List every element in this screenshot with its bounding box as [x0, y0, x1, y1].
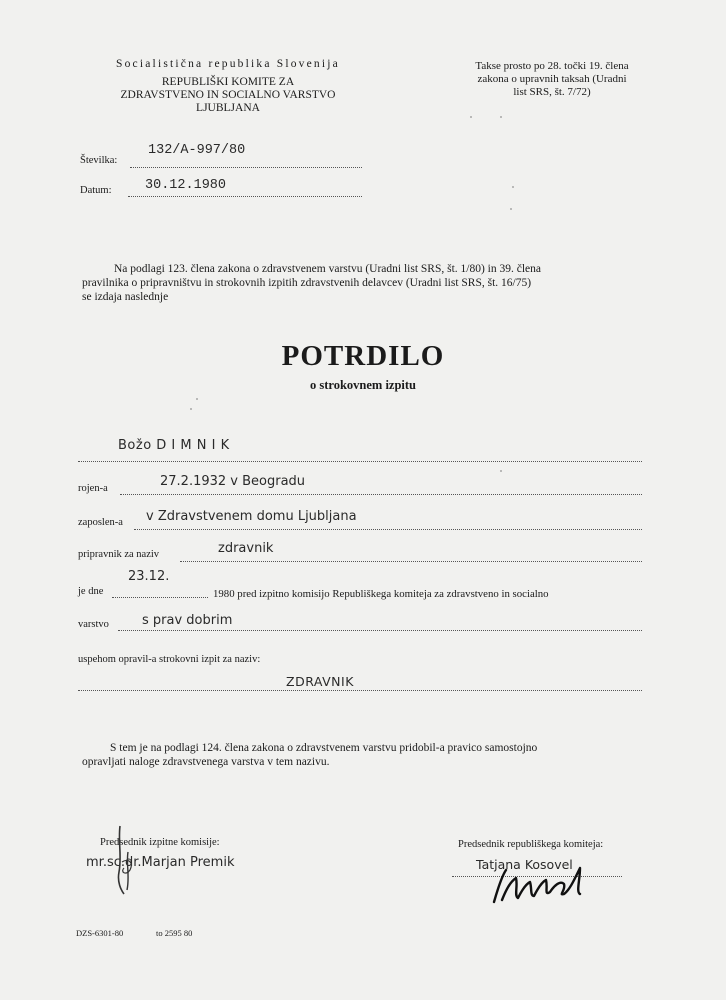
employed-line	[134, 529, 642, 530]
grade-line	[118, 630, 642, 631]
born-line	[120, 494, 642, 495]
date-value: 30.12.1980	[145, 178, 227, 193]
tax-note-line-2: zakona o upravnih taksah (Uradni	[477, 73, 627, 85]
exam-day-text: 1980 pred izpitno komisijo Republiškega komiteja za zdravstveno in socialno	[213, 588, 549, 600]
passed-text: uspehom opravil-a strokovni izpit za naziv:	[78, 654, 261, 665]
print-code: to 2595 80	[156, 928, 193, 938]
number-value: 132/A-997/80	[148, 143, 246, 158]
scan-speck	[190, 408, 192, 410]
number-label: Številka:	[80, 155, 118, 166]
exam-day-label: je dne	[78, 586, 104, 597]
conclusion-line-1: S tem je na podlagi 124. člena zakona o zdravstvenem varstvu pridobil-a pravico samostojno	[110, 742, 538, 754]
trainee-line	[180, 561, 642, 562]
preamble-line-3: se izdaja naslednje	[82, 291, 169, 303]
exam-day-value: 23.12.	[128, 569, 170, 584]
committee-president-label: Predsednik republiškega komiteja:	[458, 839, 604, 850]
preamble-line-2: pravilnika o pripravništvu in strokovnih izpitih zdravstvenih delavcev (Uradni list SRS, št. 16/75)	[82, 277, 532, 289]
date-line	[128, 196, 362, 197]
exam-day-line	[112, 597, 208, 598]
professional-title: ZDRAVNIK	[286, 674, 354, 689]
title-line	[78, 690, 642, 691]
scan-speck	[500, 116, 502, 118]
commission-president-signature-stamp	[108, 822, 148, 896]
tax-note-line-3: list SRS, št. 7/72)	[513, 86, 591, 98]
tax-note-line-1: Takse prosto po 28. točki 19. člena	[475, 60, 629, 72]
employed-value: v Zdravstvenem domu Ljubljana	[146, 509, 357, 524]
grade-value: s prav dobrim	[142, 613, 233, 628]
form-code: DZS-6301-80	[76, 928, 124, 938]
holder-name: Božo D I M N I K	[118, 438, 230, 453]
commission-president-name: mr.sc.dr.Marjan Premik	[86, 855, 235, 870]
date-label: Datum:	[80, 185, 112, 196]
born-value: 27.2.1932 v Beogradu	[160, 474, 306, 489]
document-subtitle: o strokovnem izpitu	[309, 378, 417, 392]
preamble	[82, 262, 646, 304]
issuer-header	[78, 58, 378, 115]
republic-name: Socialistična republika Slovenija	[116, 58, 340, 70]
document-title: POTRDILO	[281, 340, 445, 372]
varstvo-label: varstvo	[78, 619, 109, 630]
scan-speck	[512, 186, 514, 188]
number-line	[130, 167, 362, 168]
trainee-label: pripravnik za naziv	[78, 549, 160, 560]
preamble-line-1: Na podlagi 123. člena zakona o zdravstvenem varstvu (Uradni list SRS, št. 1/80) in 39. člena	[114, 263, 541, 275]
employed-label: zaposlen-a	[78, 517, 123, 528]
committee-president-signature	[488, 862, 608, 910]
scan-speck	[510, 208, 512, 210]
scan-speck	[470, 116, 472, 118]
committee-city: LJUBLJANA	[196, 102, 260, 114]
committee-line-2: ZDRAVSTVENO IN SOCIALNO VARSTVO	[120, 89, 336, 101]
scan-speck	[196, 398, 198, 400]
conclusion	[82, 741, 646, 769]
name-line	[78, 461, 642, 462]
commission-president-label: Predsednik izpitne komisije:	[100, 837, 220, 848]
conclusion-line-2: opravljati naloge zdravstvenega varstva v tem nazivu.	[82, 756, 330, 768]
born-label: rojen-a	[78, 483, 108, 494]
committee-line-1: REPUBLIŠKI KOMITE ZA	[161, 76, 295, 88]
trainee-value: zdravnik	[218, 541, 274, 556]
scan-speck	[500, 470, 502, 472]
committee-president-name: Tatjana Kosovel	[476, 857, 573, 872]
tax-exemption-note	[452, 60, 652, 99]
